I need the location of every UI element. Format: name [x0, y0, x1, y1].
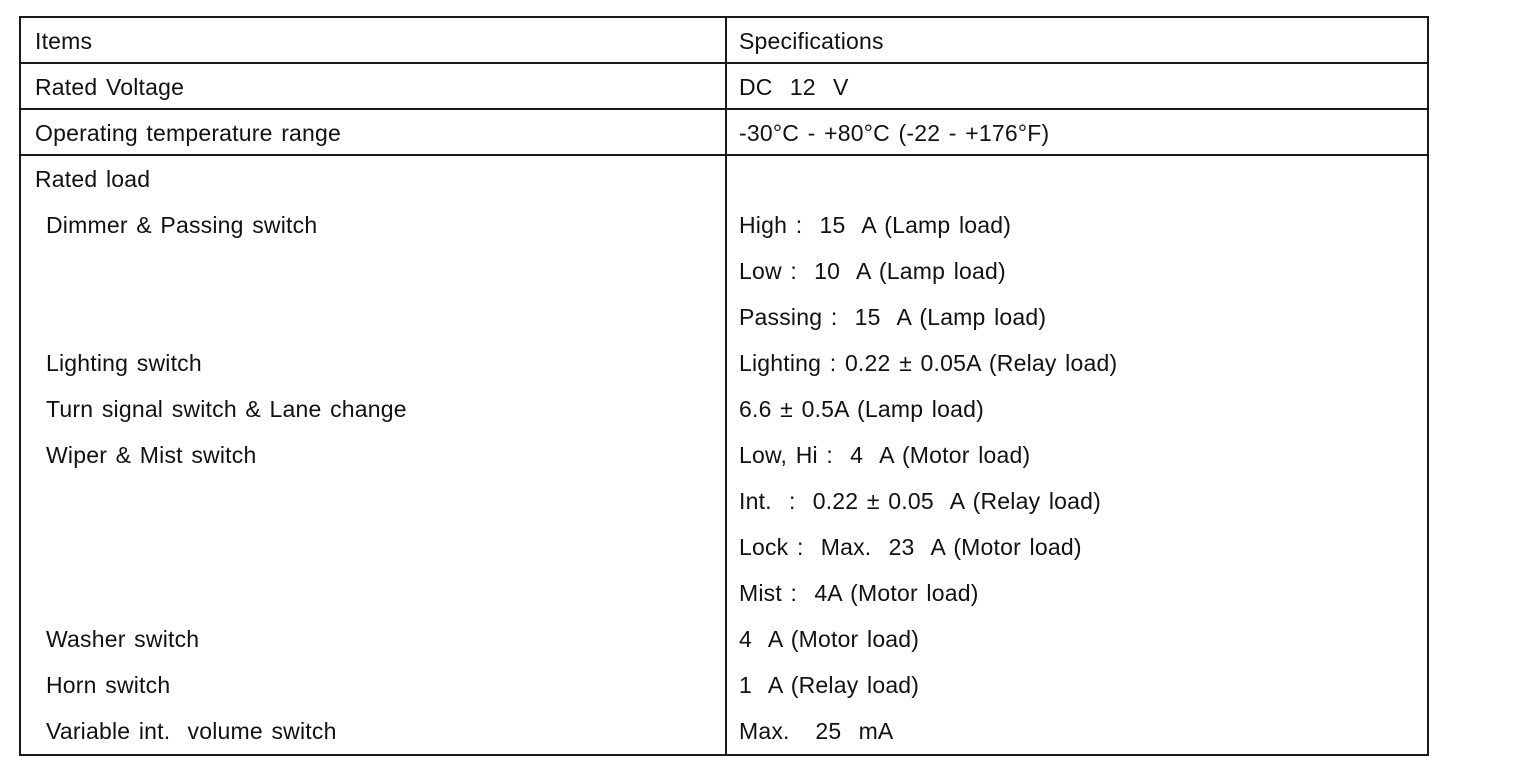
spec-cell: Max. 25 mA: [739, 718, 894, 744]
spec-cell: 1 A (Relay load): [739, 672, 920, 698]
header-items: Items: [35, 28, 93, 54]
item-cell: Turn signal switch & Lane change: [46, 396, 407, 422]
item-cell: Variable int. volume switch: [46, 718, 337, 744]
spec-cell: Lock : Max. 23 A (Motor load): [739, 534, 1082, 560]
spec-cell: Passing : 15 A (Lamp load): [739, 304, 1047, 330]
table-row: [21, 340, 1427, 386]
header-row: [21, 18, 1427, 64]
spec-cell: 4 A (Motor load): [739, 626, 920, 652]
table-row: [21, 708, 1427, 754]
header-specifications: Specifications: [739, 28, 884, 54]
spec-cell: High : 15 A (Lamp load): [739, 212, 1012, 238]
table-row: [21, 432, 1427, 478]
spec-cell: DC 12 V: [739, 74, 849, 100]
spec-cell: Low : 10 A (Lamp load): [739, 258, 1006, 284]
spec-cell: Lighting : 0.22 ± 0.05A (Relay load): [739, 350, 1118, 376]
item-cell: Dimmer & Passing switch: [46, 212, 318, 238]
table-row: [21, 110, 1427, 156]
item-cell: Rated Voltage: [35, 74, 185, 100]
spec-cell: Mist : 4A (Motor load): [739, 580, 979, 606]
item-cell: Rated load: [35, 166, 151, 192]
item-cell: Operating temperature range: [35, 120, 342, 146]
spec-cell: Int. : 0.22 ± 0.05 A (Relay load): [739, 488, 1102, 514]
table-row: [21, 294, 1427, 340]
item-cell: Wiper & Mist switch: [46, 442, 257, 468]
table-row: [21, 616, 1427, 662]
table-row: [21, 570, 1427, 616]
table-row: [21, 662, 1427, 708]
item-cell: Lighting switch: [46, 350, 202, 376]
table-row: [21, 156, 1427, 202]
table-row: [21, 64, 1427, 110]
spec-cell: Low, Hi : 4 A (Motor load): [739, 442, 1031, 468]
table-row: [21, 248, 1427, 294]
item-cell: Washer switch: [46, 626, 200, 652]
spec-cell: 6.6 ± 0.5A (Lamp load): [739, 396, 984, 422]
table-row: [21, 478, 1427, 524]
table-row: [21, 386, 1427, 432]
table-row: [21, 524, 1427, 570]
table-row: [21, 202, 1427, 248]
specifications-table: [19, 16, 1429, 756]
spec-cell: -30°C - +80°C (-22 - +176°F): [739, 120, 1050, 146]
item-cell: Horn switch: [46, 672, 171, 698]
